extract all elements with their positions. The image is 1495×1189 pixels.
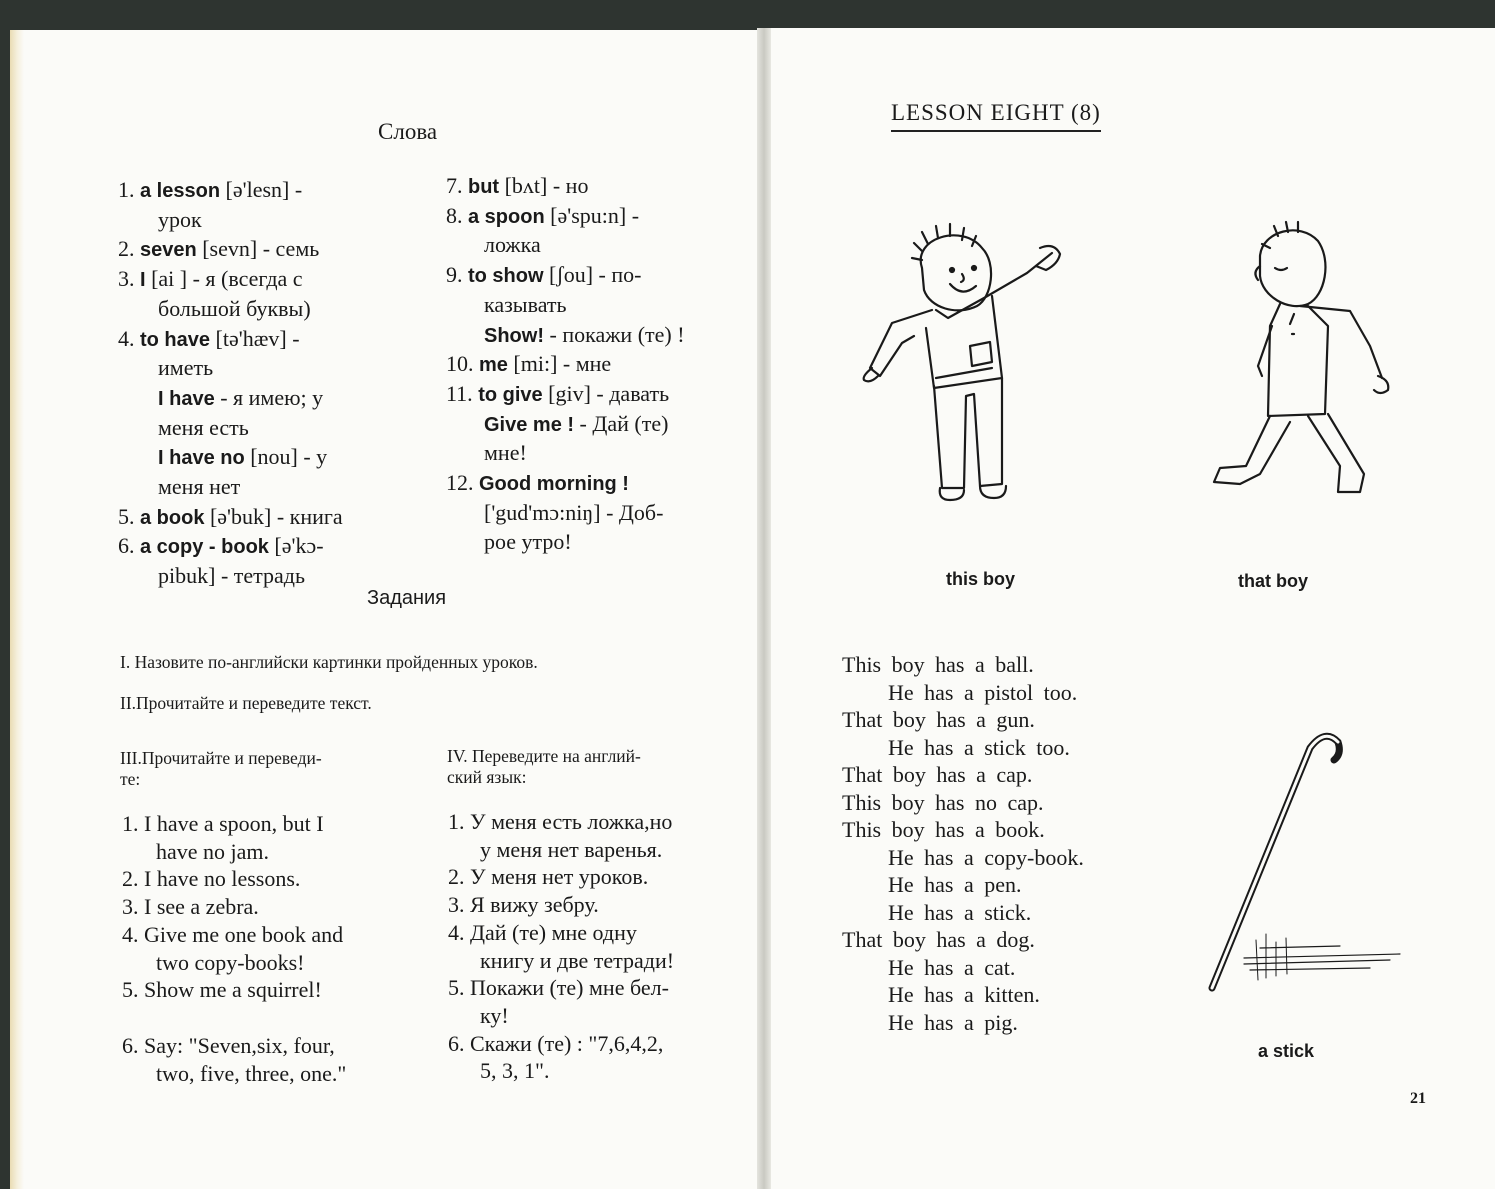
vocab-definition: [ai ] - я (всегда с bbox=[145, 266, 303, 292]
stick-illustration bbox=[1200, 728, 1410, 998]
vocab-number: 2. bbox=[118, 236, 140, 262]
task-3-title bbox=[120, 748, 322, 790]
vocab-number: 9. bbox=[446, 262, 468, 288]
vocab-definition: мне! bbox=[484, 440, 527, 466]
reading-text bbox=[842, 651, 1172, 1036]
vocab-line bbox=[118, 235, 418, 265]
vocab-number: 7. bbox=[446, 173, 468, 198]
vocab-definition: [ə'buk] - книга bbox=[204, 503, 343, 529]
vocab-definition: [nou] - у bbox=[244, 444, 328, 470]
exercise-line: 5. Show me a squirrel! bbox=[122, 977, 322, 1003]
exercise-line: 4. Дай (те) мне одну bbox=[448, 919, 637, 945]
exercise-3-list bbox=[122, 810, 422, 1087]
vocab-line bbox=[446, 231, 736, 261]
vocab-number: 10. bbox=[446, 351, 479, 377]
reading-line: He has a cat. bbox=[888, 954, 1016, 980]
vocab-term: to have bbox=[140, 328, 211, 351]
exercise-line: 4. Give me one book and bbox=[122, 921, 344, 947]
vocab-term: to give bbox=[478, 383, 543, 406]
vocab-line bbox=[118, 265, 418, 295]
exercise-line: ку! bbox=[480, 1002, 509, 1028]
vocab-number: 1. bbox=[118, 177, 140, 202]
vocab-definition: ложка bbox=[484, 232, 541, 258]
vocab-number: 6. bbox=[118, 533, 140, 559]
vocab-line bbox=[446, 410, 736, 440]
reading-line: This boy has a book. bbox=[842, 817, 1045, 842]
vocab-line bbox=[118, 384, 418, 414]
this-boy-illustration bbox=[852, 218, 1082, 508]
vocab-term: to show bbox=[468, 265, 544, 288]
vocab-definition: [giv] - давать bbox=[542, 380, 670, 406]
exercise-line: 1. I have a spoon, but I bbox=[122, 811, 324, 836]
reading-line: He has a pig. bbox=[888, 1009, 1018, 1035]
vocab-line bbox=[118, 176, 418, 206]
that-boy-illustration bbox=[1200, 216, 1400, 506]
vocab-definition: иметь bbox=[158, 355, 214, 381]
exercise-line: 3. Я вижу зебру. bbox=[448, 892, 599, 918]
task-1: I. Назовите по-английски картинки пройденных уроков. bbox=[120, 652, 538, 672]
vocab-line bbox=[118, 354, 418, 384]
vocab-line bbox=[446, 469, 736, 499]
vocab-column-2 bbox=[446, 172, 736, 558]
exercise-line: 6. Say: "Seven,six, four, bbox=[122, 1032, 335, 1058]
vocab-term: a copy - book bbox=[140, 536, 269, 559]
vocab-column-1 bbox=[118, 176, 418, 592]
reading-line: This boy has no cap. bbox=[842, 789, 1044, 815]
reading-line: He has a kitten. bbox=[888, 982, 1040, 1007]
reading-line: That boy has a cap. bbox=[842, 762, 1033, 787]
tasks-heading: Задания bbox=[367, 587, 447, 609]
vocab-line bbox=[118, 325, 418, 355]
task-3-title-line: те: bbox=[120, 769, 141, 789]
exercise-line: 6. Скажи (те) : "7,6,4,2, bbox=[448, 1030, 664, 1056]
vocab-number: 5. bbox=[118, 503, 140, 529]
vocab-line bbox=[118, 473, 418, 503]
caption-this-boy: this boy bbox=[946, 569, 1016, 589]
vocab-definition: - покажи (те) ! bbox=[544, 321, 685, 347]
exercise-4-list bbox=[448, 808, 728, 1085]
reading-line: He has a pistol too. bbox=[888, 679, 1078, 705]
vocab-definition: [ʃou] - по- bbox=[543, 262, 642, 288]
vocab-definition: рое утро! bbox=[484, 529, 572, 555]
vocab-definition: ['gud'mɔ:niŋ] - Доб- bbox=[484, 499, 664, 525]
vocab-definition: [tə'hæv] - bbox=[210, 325, 300, 351]
exercise-line: 1. У меня есть ложка,но bbox=[448, 809, 673, 834]
vocab-definition: - Дай (те) bbox=[574, 410, 669, 436]
vocab-number: 8. bbox=[446, 202, 468, 228]
vocab-line bbox=[446, 291, 736, 321]
vocab-term: Good morning ! bbox=[479, 473, 629, 496]
vocab-term: I bbox=[140, 269, 146, 292]
vocab-definition: [ə'spu:n] - bbox=[544, 202, 640, 228]
vocab-number: 12. bbox=[446, 470, 479, 496]
vocab-term: I have bbox=[158, 387, 215, 410]
vocab-line bbox=[446, 528, 736, 558]
vocab-term: a lesson bbox=[140, 180, 221, 202]
reading-line: That boy has a gun. bbox=[842, 707, 1035, 732]
vocab-line bbox=[446, 439, 736, 469]
vocab-number: 4. bbox=[118, 325, 140, 351]
vocab-definition: казывать bbox=[484, 291, 567, 317]
exercise-line bbox=[122, 1004, 422, 1032]
task-2: II.Прочитайте и переведите текст. bbox=[120, 693, 372, 713]
vocab-definition: [mi:] - мне bbox=[507, 351, 612, 377]
caption-that-boy: that boy bbox=[1238, 571, 1308, 591]
vocab-term: seven bbox=[140, 239, 197, 262]
vocab-definition: меня нет bbox=[158, 474, 241, 500]
reading-line: He has a copy-book. bbox=[888, 844, 1084, 870]
vocab-line bbox=[118, 443, 418, 473]
exercise-line: have no jam. bbox=[156, 838, 270, 864]
caption-stick: a stick bbox=[1258, 1041, 1315, 1061]
vocab-definition: меня есть bbox=[158, 414, 249, 440]
vocab-term: a book bbox=[140, 506, 205, 529]
task-4-title-line: ский язык: bbox=[447, 767, 527, 787]
reading-line: He has a stick too. bbox=[888, 734, 1070, 760]
words-heading: Слова bbox=[378, 119, 438, 144]
vocab-line bbox=[118, 206, 418, 236]
reading-line: He has a pen. bbox=[888, 872, 1022, 897]
exercise-line: 3. I see a zebra. bbox=[122, 894, 259, 920]
vocab-number: 3. bbox=[118, 266, 140, 292]
vocab-line bbox=[446, 350, 736, 380]
page-edge bbox=[10, 30, 24, 1189]
lesson-title: LESSON EIGHT (8) bbox=[891, 100, 1101, 132]
reading-line: He has a stick. bbox=[888, 899, 1032, 925]
vocab-term: Show! bbox=[484, 324, 544, 347]
vocab-line bbox=[118, 414, 418, 444]
vocab-line bbox=[118, 532, 418, 562]
page-number: 21 bbox=[1410, 1090, 1426, 1107]
vocab-line bbox=[118, 503, 418, 533]
exercise-line: 2. I have no lessons. bbox=[122, 866, 301, 892]
task-4-title-line: IV. Переведите на англий- bbox=[447, 746, 641, 766]
vocab-number: 11. bbox=[446, 380, 479, 406]
vocab-line bbox=[446, 499, 736, 529]
vocab-definition: pibuk] - тетрадь bbox=[158, 563, 306, 589]
exercise-line: 2. У меня нет уроков. bbox=[448, 864, 649, 890]
vocab-line bbox=[118, 295, 418, 325]
vocab-definition: [bʌt] - но bbox=[499, 173, 589, 198]
exercise-line: two, five, three, one." bbox=[156, 1060, 347, 1086]
exercise-line: 5. Покажи (те) мне бел- bbox=[448, 975, 669, 1001]
exercise-line: книгу и две тетради! bbox=[480, 947, 675, 973]
vocab-term: I have no bbox=[158, 447, 245, 470]
reading-line: This boy has a ball. bbox=[842, 652, 1034, 677]
vocab-definition: [ə'lesn] - bbox=[220, 177, 303, 202]
vocab-term: Give me ! bbox=[484, 413, 575, 436]
vocab-line bbox=[446, 321, 736, 351]
vocab-line bbox=[446, 380, 736, 410]
vocab-term: but bbox=[468, 176, 500, 198]
vocab-definition: [sevn] - семь bbox=[196, 236, 320, 262]
vocab-line bbox=[446, 261, 736, 291]
task-3-title-line: III.Прочитайте и переведи- bbox=[120, 748, 322, 768]
book-gutter bbox=[757, 28, 771, 1189]
task-4-title bbox=[447, 746, 641, 788]
exercise-line: 5, 3, 1". bbox=[480, 1058, 550, 1084]
vocab-definition: урок bbox=[158, 206, 202, 232]
vocab-line bbox=[446, 172, 736, 202]
vocab-term: me bbox=[479, 354, 508, 377]
vocab-definition: [ə'kɔ- bbox=[268, 533, 324, 559]
exercise-line: у меня нет варенья. bbox=[480, 836, 663, 862]
vocab-definition: - я имею; у bbox=[214, 384, 324, 410]
vocab-term: a spoon bbox=[468, 205, 545, 228]
vocab-definition: большой буквы) bbox=[158, 295, 311, 321]
reading-line: That boy has a dog. bbox=[842, 927, 1035, 952]
vocab-line bbox=[446, 202, 736, 232]
exercise-line: two copy-books! bbox=[156, 949, 305, 975]
